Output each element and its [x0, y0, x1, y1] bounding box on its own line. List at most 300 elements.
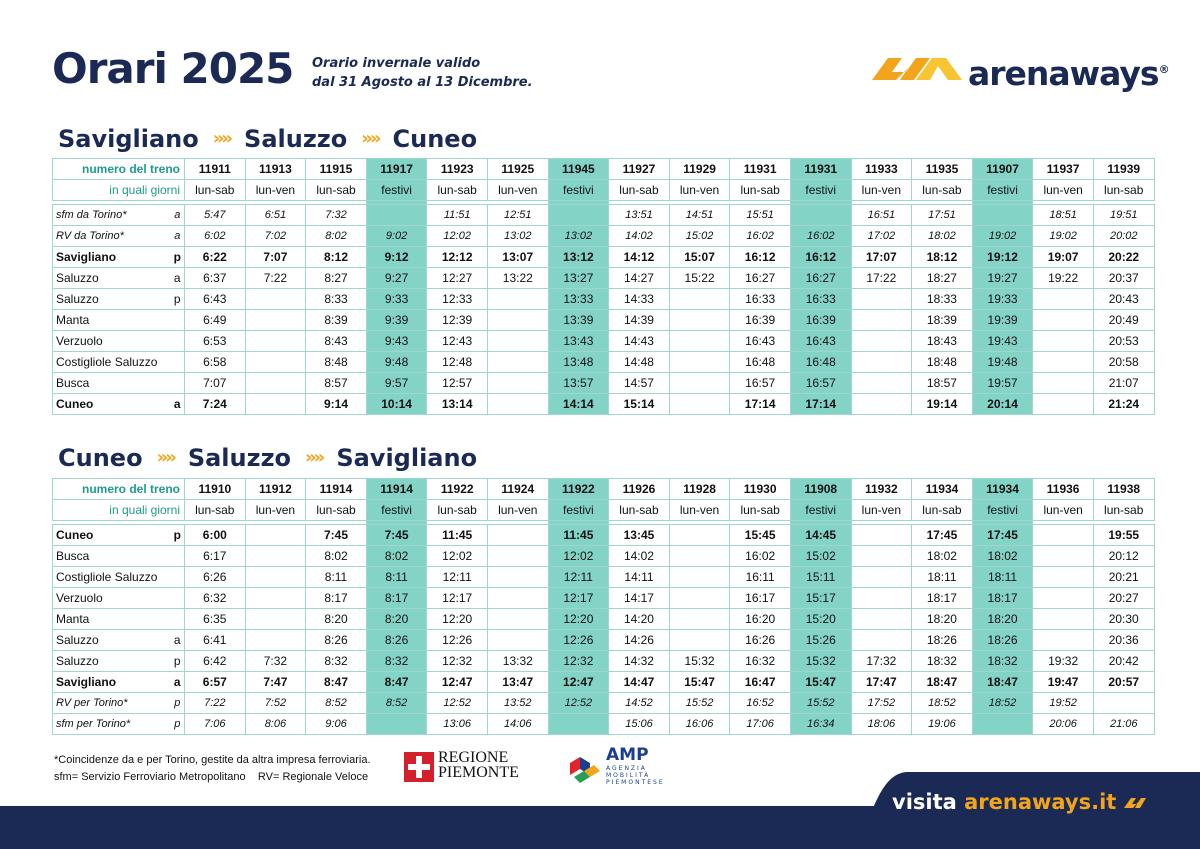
time-cell: 13:27 — [548, 268, 609, 289]
footnote-line-1: *Coincidenze da e per Torino, gestite da altra impresa ferroviaria. — [54, 754, 371, 766]
time-cell: 8:52 — [366, 693, 427, 714]
time-cell: 7:06 — [185, 714, 246, 735]
time-cell — [1093, 693, 1154, 714]
arrival-departure-flag: p — [171, 289, 185, 310]
time-cell: 6:26 — [185, 567, 246, 588]
timetable-row — [53, 525, 1155, 546]
time-cell: 15:47 — [790, 672, 851, 693]
time-cell — [851, 609, 912, 630]
service-days: lun-ven — [1033, 500, 1094, 521]
time-cell: 17:07 — [851, 247, 912, 268]
time-cell — [245, 373, 306, 394]
time-cell: 19:02 — [972, 226, 1033, 247]
time-cell — [487, 331, 548, 352]
time-cell: 13:22 — [487, 268, 548, 289]
time-cell: 8:57 — [306, 373, 367, 394]
timetable-row — [53, 310, 1155, 331]
time-cell: 16:02 — [730, 226, 791, 247]
time-cell — [1033, 289, 1094, 310]
arrival-departure-flag: a — [171, 394, 185, 415]
time-cell: 9:27 — [366, 268, 427, 289]
time-cell: 7:32 — [245, 651, 306, 672]
row-header-label: in quali giorni — [53, 500, 185, 521]
route-station: Savigliano — [58, 125, 199, 153]
arrival-departure-flag: a — [171, 226, 185, 247]
time-cell: 8:32 — [306, 651, 367, 672]
train-number-row — [53, 159, 1155, 180]
time-cell: 19:48 — [972, 352, 1033, 373]
time-cell: 18:47 — [912, 672, 973, 693]
time-cell: 6:57 — [185, 672, 246, 693]
time-cell: 20:12 — [1093, 546, 1154, 567]
train-number: 11912 — [245, 479, 306, 500]
time-cell: 12:32 — [427, 651, 488, 672]
arrival-departure-flag — [171, 546, 185, 567]
time-cell — [1033, 525, 1094, 546]
time-cell: 13:07 — [487, 247, 548, 268]
footer-link[interactable] — [892, 790, 1150, 814]
route-outbound — [58, 125, 477, 153]
arrival-departure-flag: a — [171, 205, 185, 226]
regione-text — [438, 750, 519, 780]
train-number: 11938 — [1093, 479, 1154, 500]
time-cell: 14:47 — [609, 672, 670, 693]
service-days: lun-sab — [912, 500, 973, 521]
time-cell: 16:02 — [790, 226, 851, 247]
time-cell: 6:41 — [185, 630, 246, 651]
time-cell: 6:51 — [245, 205, 306, 226]
time-cell: 13:33 — [548, 289, 609, 310]
time-cell — [487, 609, 548, 630]
train-number: 11928 — [669, 479, 730, 500]
route-arrow-icon: »» — [361, 128, 379, 149]
station-name: Verzuolo — [53, 331, 171, 352]
time-cell: 19:52 — [1033, 693, 1094, 714]
time-cell: 8:17 — [366, 588, 427, 609]
service-days: lun-ven — [669, 180, 730, 201]
time-cell — [487, 394, 548, 415]
time-cell: 15:02 — [669, 226, 730, 247]
service-days: festivi — [548, 500, 609, 521]
time-cell: 17:45 — [972, 525, 1033, 546]
station-name: Costigliole Saluzzo — [53, 567, 171, 588]
time-cell: 20:36 — [1093, 630, 1154, 651]
time-cell: 8:20 — [366, 609, 427, 630]
time-cell — [669, 567, 730, 588]
time-cell: 18:20 — [972, 609, 1033, 630]
service-days: lun-ven — [245, 500, 306, 521]
time-cell: 21:06 — [1093, 714, 1154, 735]
time-cell: 16:06 — [669, 714, 730, 735]
time-cell: 7:32 — [306, 205, 367, 226]
time-cell: 16:32 — [730, 651, 791, 672]
time-cell: 20:57 — [1093, 672, 1154, 693]
time-cell: 20:42 — [1093, 651, 1154, 672]
station-name: Busca — [53, 373, 171, 394]
service-days: lun-sab — [730, 500, 791, 521]
validity-line-2: dal 31 Agosto al 13 Dicembre. — [312, 75, 533, 90]
time-cell: 18:12 — [912, 247, 973, 268]
timetable-row — [53, 651, 1155, 672]
time-cell: 16:26 — [730, 630, 791, 651]
time-cell: 20:21 — [1093, 567, 1154, 588]
train-number: 11937 — [1033, 159, 1094, 180]
time-cell: 16:57 — [790, 373, 851, 394]
service-days: festivi — [366, 500, 427, 521]
time-cell — [972, 714, 1033, 735]
time-cell — [669, 546, 730, 567]
time-cell: 12:57 — [427, 373, 488, 394]
footer-prefix: visita — [892, 790, 965, 814]
arrival-departure-flag — [171, 310, 185, 331]
time-cell: 8:26 — [366, 630, 427, 651]
time-cell: 16:39 — [790, 310, 851, 331]
time-cell: 14:12 — [609, 247, 670, 268]
station-name: Saluzzo — [53, 289, 171, 310]
time-cell — [1033, 567, 1094, 588]
time-cell: 16:48 — [730, 352, 791, 373]
train-number: 11924 — [487, 479, 548, 500]
station-name: sfm per Torino* — [53, 714, 171, 735]
time-cell — [1033, 609, 1094, 630]
station-name: sfm da Torino* — [53, 205, 171, 226]
time-cell: 8:32 — [366, 651, 427, 672]
time-cell: 15:47 — [669, 672, 730, 693]
time-cell: 12:27 — [427, 268, 488, 289]
time-cell — [487, 588, 548, 609]
time-cell: 8:06 — [245, 714, 306, 735]
station-name: Verzuolo — [53, 588, 171, 609]
time-cell — [245, 289, 306, 310]
time-cell: 12:32 — [548, 651, 609, 672]
time-cell: 19:07 — [1033, 247, 1094, 268]
time-cell — [245, 609, 306, 630]
time-cell — [669, 373, 730, 394]
time-cell: 8:39 — [306, 310, 367, 331]
time-cell — [1033, 310, 1094, 331]
time-cell — [487, 373, 548, 394]
time-cell — [851, 567, 912, 588]
service-days: festivi — [366, 180, 427, 201]
time-cell: 15:22 — [669, 268, 730, 289]
time-cell: 8:11 — [306, 567, 367, 588]
service-days: lun-sab — [730, 180, 791, 201]
time-cell: 19:06 — [912, 714, 973, 735]
time-cell: 6:58 — [185, 352, 246, 373]
time-cell: 7:24 — [185, 394, 246, 415]
time-cell: 20:37 — [1093, 268, 1154, 289]
time-cell: 13:47 — [487, 672, 548, 693]
brand-name — [968, 54, 1169, 93]
route-inbound — [58, 444, 477, 472]
time-cell: 19:51 — [1093, 205, 1154, 226]
train-number: 11926 — [609, 479, 670, 500]
time-cell — [1033, 588, 1094, 609]
time-cell: 17:52 — [851, 693, 912, 714]
time-cell: 19:47 — [1033, 672, 1094, 693]
time-cell: 12:26 — [427, 630, 488, 651]
time-cell: 9:14 — [306, 394, 367, 415]
time-cell: 16:39 — [730, 310, 791, 331]
timetable-outbound — [52, 158, 1155, 415]
station-name: Costigliole Saluzzo — [53, 352, 171, 373]
time-cell: 13:43 — [548, 331, 609, 352]
time-cell: 11:51 — [427, 205, 488, 226]
time-cell: 7:02 — [245, 226, 306, 247]
time-cell: 14:20 — [609, 609, 670, 630]
time-cell: 15:20 — [790, 609, 851, 630]
service-days: festivi — [972, 180, 1033, 201]
time-cell: 15:06 — [609, 714, 670, 735]
train-number: 11929 — [669, 159, 730, 180]
time-cell: 12:17 — [548, 588, 609, 609]
time-cell: 6:32 — [185, 588, 246, 609]
train-number: 11932 — [851, 479, 912, 500]
time-cell: 19:27 — [972, 268, 1033, 289]
time-cell: 18:06 — [851, 714, 912, 735]
route-station: Saluzzo — [244, 125, 348, 153]
time-cell: 16:27 — [730, 268, 791, 289]
time-cell — [669, 310, 730, 331]
station-name: Saluzzo — [53, 630, 171, 651]
time-cell: 19:14 — [912, 394, 973, 415]
time-cell: 7:45 — [306, 525, 367, 546]
time-cell: 14:32 — [609, 651, 670, 672]
train-number: 11922 — [427, 479, 488, 500]
time-cell: 19:22 — [1033, 268, 1094, 289]
station-name: Manta — [53, 310, 171, 331]
time-cell: 13:02 — [487, 226, 548, 247]
time-cell — [245, 394, 306, 415]
time-cell: 17:02 — [851, 226, 912, 247]
time-cell — [245, 588, 306, 609]
time-cell: 12:52 — [548, 693, 609, 714]
time-cell: 6:37 — [185, 268, 246, 289]
timetable-row — [53, 331, 1155, 352]
time-cell: 16:57 — [730, 373, 791, 394]
train-number: 11922 — [548, 479, 609, 500]
time-cell: 18:26 — [912, 630, 973, 651]
time-cell: 15:32 — [669, 651, 730, 672]
arrival-departure-flag — [171, 588, 185, 609]
time-cell: 7:52 — [245, 693, 306, 714]
amp-subtitle — [606, 765, 665, 786]
arrival-departure-flag: a — [171, 630, 185, 651]
time-cell: 12:51 — [487, 205, 548, 226]
arrival-departure-flag — [171, 609, 185, 630]
service-days: lun-ven — [669, 500, 730, 521]
station-name: Busca — [53, 546, 171, 567]
time-cell: 15:11 — [790, 567, 851, 588]
time-cell: 14:27 — [609, 268, 670, 289]
time-cell: 8:11 — [366, 567, 427, 588]
service-days: lun-sab — [1093, 180, 1154, 201]
time-cell: 14:14 — [548, 394, 609, 415]
time-cell: 19:57 — [972, 373, 1033, 394]
time-cell: 16:43 — [790, 331, 851, 352]
route-arrow-icon: »» — [156, 447, 174, 468]
time-cell: 18:02 — [972, 546, 1033, 567]
time-cell: 18:27 — [912, 268, 973, 289]
train-number: 11913 — [245, 159, 306, 180]
validity-note — [312, 54, 533, 92]
time-cell: 18:11 — [972, 567, 1033, 588]
time-cell — [548, 205, 609, 226]
train-number: 11934 — [972, 479, 1033, 500]
service-days: festivi — [548, 180, 609, 201]
service-days: lun-ven — [1033, 180, 1094, 201]
time-cell: 18:17 — [912, 588, 973, 609]
train-number: 11934 — [912, 479, 973, 500]
time-cell: 16:11 — [730, 567, 791, 588]
time-cell: 5:47 — [185, 205, 246, 226]
station-name: Cuneo — [53, 394, 171, 415]
time-cell: 8:27 — [306, 268, 367, 289]
page-title: Orari 2025 — [52, 44, 294, 93]
arrival-departure-flag: p — [171, 714, 185, 735]
time-cell: 12:47 — [427, 672, 488, 693]
time-cell — [487, 567, 548, 588]
time-cell: 20:58 — [1093, 352, 1154, 373]
footer-url[interactable]: arenaways.it — [964, 790, 1117, 814]
arrival-departure-flag: p — [171, 525, 185, 546]
brand-mark: ® — [1158, 63, 1169, 76]
arrival-departure-flag — [171, 352, 185, 373]
time-cell — [487, 546, 548, 567]
time-cell: 7:45 — [366, 525, 427, 546]
days-row — [53, 180, 1155, 201]
arrival-departure-flag: a — [171, 268, 185, 289]
time-cell: 14:45 — [790, 525, 851, 546]
train-number: 11931 — [730, 159, 791, 180]
time-cell: 19:39 — [972, 310, 1033, 331]
time-cell — [851, 630, 912, 651]
timetable-row — [53, 289, 1155, 310]
amp-sub-3: PIEMONTESE — [606, 779, 665, 786]
time-cell — [1033, 546, 1094, 567]
service-days: festivi — [972, 500, 1033, 521]
train-number: 11910 — [185, 479, 246, 500]
time-cell: 10:14 — [366, 394, 427, 415]
time-cell — [1033, 630, 1094, 651]
time-cell — [487, 525, 548, 546]
footnote-line-2: sfm= Servizio Ferroviario Metropolitano RV= Regionale Veloce — [54, 771, 369, 783]
timetable-row — [53, 247, 1155, 268]
time-cell — [851, 310, 912, 331]
timetable-row — [53, 588, 1155, 609]
service-days: lun-sab — [1093, 500, 1154, 521]
time-cell: 17:32 — [851, 651, 912, 672]
time-cell: 17:14 — [790, 394, 851, 415]
arrival-departure-flag: a — [171, 672, 185, 693]
train-number: 11927 — [609, 159, 670, 180]
service-days: lun-ven — [487, 500, 548, 521]
time-cell: 18:17 — [972, 588, 1033, 609]
train-number: 11925 — [487, 159, 548, 180]
train-number: 11908 — [790, 479, 851, 500]
regione-line-1: REGIONE — [438, 749, 509, 766]
time-cell — [1033, 394, 1094, 415]
train-number: 11917 — [366, 159, 427, 180]
timetable-row — [53, 672, 1155, 693]
time-cell: 11:45 — [548, 525, 609, 546]
time-cell: 14:06 — [487, 714, 548, 735]
time-cell: 6:22 — [185, 247, 246, 268]
time-cell — [487, 310, 548, 331]
time-cell: 12:52 — [427, 693, 488, 714]
time-cell — [851, 394, 912, 415]
time-cell: 18:52 — [972, 693, 1033, 714]
time-cell — [669, 588, 730, 609]
service-days: festivi — [790, 500, 851, 521]
time-cell: 12:02 — [427, 546, 488, 567]
time-cell — [245, 630, 306, 651]
time-cell: 13:57 — [548, 373, 609, 394]
time-cell: 16:43 — [730, 331, 791, 352]
row-header-label: numero del treno — [53, 159, 185, 180]
service-days: festivi — [790, 180, 851, 201]
train-number: 11915 — [306, 159, 367, 180]
time-cell — [972, 205, 1033, 226]
service-days: lun-sab — [427, 180, 488, 201]
time-cell: 16:48 — [790, 352, 851, 373]
time-cell: 8:12 — [306, 247, 367, 268]
timetable-row — [53, 630, 1155, 651]
amp-sub-2: MOBILITÀ — [606, 772, 651, 779]
amp-cube-icon — [566, 751, 602, 785]
time-cell: 14:52 — [609, 693, 670, 714]
days-row — [53, 500, 1155, 521]
time-cell — [245, 352, 306, 373]
time-cell — [366, 205, 427, 226]
timetable-row — [53, 609, 1155, 630]
arrival-departure-flag — [171, 373, 185, 394]
regione-shield-icon — [404, 752, 434, 782]
time-cell: 12:02 — [427, 226, 488, 247]
time-cell — [790, 205, 851, 226]
time-cell: 8:48 — [306, 352, 367, 373]
service-days: lun-sab — [609, 180, 670, 201]
time-cell: 9:39 — [366, 310, 427, 331]
time-cell: 8:52 — [306, 693, 367, 714]
time-cell: 16:47 — [730, 672, 791, 693]
validity-line-1: Orario invernale valido — [312, 56, 481, 71]
time-cell: 18:51 — [1033, 205, 1094, 226]
time-cell: 15:52 — [669, 693, 730, 714]
time-cell: 18:26 — [972, 630, 1033, 651]
station-name: Manta — [53, 609, 171, 630]
train-number: 11945 — [548, 159, 609, 180]
time-cell — [548, 714, 609, 735]
time-cell: 12:20 — [548, 609, 609, 630]
time-cell: 16:27 — [790, 268, 851, 289]
time-cell: 6:17 — [185, 546, 246, 567]
train-number: 11931 — [790, 159, 851, 180]
time-cell: 9:43 — [366, 331, 427, 352]
time-cell: 11:45 — [427, 525, 488, 546]
time-cell — [669, 289, 730, 310]
service-days: lun-sab — [609, 500, 670, 521]
route-station: Cuneo — [58, 444, 143, 472]
station-name: Cuneo — [53, 525, 171, 546]
time-cell: 6:49 — [185, 310, 246, 331]
time-cell — [1033, 373, 1094, 394]
time-cell: 7:22 — [245, 268, 306, 289]
station-name: Savigliano — [53, 247, 171, 268]
time-cell: 7:07 — [245, 247, 306, 268]
time-cell: 16:33 — [790, 289, 851, 310]
time-cell: 19:12 — [972, 247, 1033, 268]
